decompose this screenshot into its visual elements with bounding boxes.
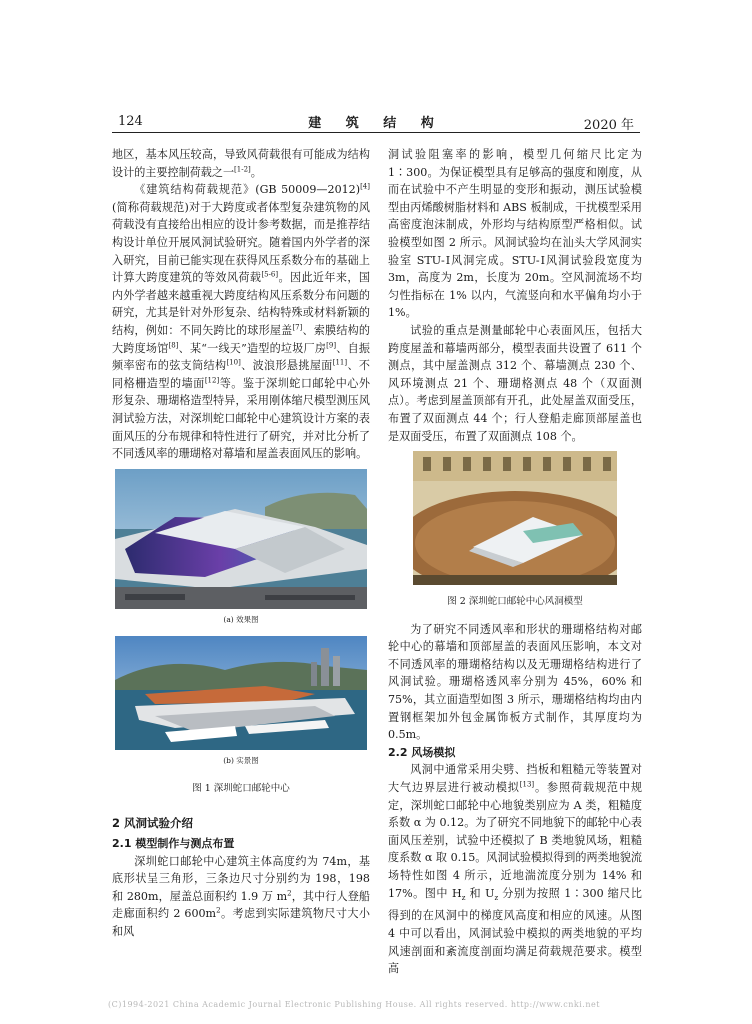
figure-1b-label: (b) 实景图 bbox=[223, 756, 259, 766]
figure-1-caption: 图 1 深圳蛇口邮轮中心 bbox=[192, 782, 290, 794]
left-paragraph-2: 《建筑结构荷载规范》(GB 50009—2012)[4](简称荷载规范)对于大跨度或者体型复杂建筑物的风荷载没有直接给出相应的设计参考数据，而是推荐结构设计单位开展风洞试验研究。随着国内外学者的深入研究，目前已能实现在获得风压系数分布的基础上计算大跨度建筑的等效风荷载[5-6]。因此近年来，国内外学者越来越重视大跨度结构风压系数分布问题的研究，尤其是针对外形复杂、结构特殊或材料新颖的结构，例如：不同矢跨比的球形屋盖[7]、索膜结构的大跨度场馆[8]、某“一线天”造型的垃圾厂房[9]、自振频率密布的弦支筒结构[10]、波浪形悬挑屋面[11]、不同格栅造型的墙面[12]等。鉴于深圳蛇口邮轮中心外形复杂、珊瑚格造型特异，采用刚体缩尺模型测压风洞试验方法，对深圳蛇口邮轮中心建筑设计方案的表面风压的分布规律和特性进行了研究，并对比分析了不同透风率的珊瑚格对幕墙和屋盖表面风压的影响。 bbox=[112, 182, 370, 461]
right-column bbox=[388, 146, 642, 978]
journal-name: 建 筑 结 构 bbox=[308, 116, 444, 131]
left-paragraph-1: 地区，基本风压较高，导致风荷载很有可能成为结构设计的主要控制荷载之一[1-2]。 bbox=[112, 148, 370, 179]
figure-1b-photo bbox=[115, 636, 367, 750]
figure-1a-rendering bbox=[115, 469, 367, 609]
figure-2-wind-tunnel-model bbox=[413, 451, 617, 585]
figure-2-caption: 图 2 深圳蛇口邮轮中心风洞模型 bbox=[447, 596, 583, 608]
issue-year: 2020 年 bbox=[583, 118, 634, 133]
section-2-2-heading: 2.2 风场模拟 bbox=[388, 745, 456, 759]
section-2-heading: 2 风洞试验介绍 bbox=[112, 816, 194, 831]
left-paragraph-3: 深圳蛇口邮轮中心建筑主体高度约为 74m，基底形状呈三角形，三条边尺寸分别约为 198，198 和 280m，屋盖总面积约 1.9 万 $m^2$，其中行人登船走廊面积约 2 $600m^2$。考虑到实际建筑物尺寸大小和风 bbox=[112, 854, 370, 939]
left-column bbox=[112, 146, 370, 941]
section-2-1-heading: 2.1 模型制作与测点布置 bbox=[112, 837, 235, 851]
copyright-watermark: (C)1994-2021 China Academic Journal Electronic Publishing House. All rights reserved. http://www.cnki.net bbox=[108, 1000, 600, 1009]
right-paragraph-4: 风洞中通常采用尖劈、挡板和粗糙元等装置对大气边界层进行被动模拟[13]。参照荷载规范中规定，深圳蛇口邮轮中心地貌类别应为 A 类，粗糙度系数 α 为 0.12。为了研究不同地貌下的邮轮中心表面风压差别，试验中还模拟了 B 类地貌风场，粗糙度系数 α 取 0.15。风洞试验模拟得到的两类地貌流场特性如图 4 所示，近地湍流度分别为 14% 和 17%。图中 $H_z$ 和 $U_z$ 分别为按照 1∶300 缩尺比得到的在风洞中的梯度风高度和相应的风速。从图 4 中可以看出，风洞试验中模拟的两类地貌的平均风速剖面和紊流度剖面均满足荷载规范要求。模型高 bbox=[388, 763, 642, 976]
right-paragraph-1: 洞试验阻塞率的影响，模型几何缩尺比定为 1∶300。为保证模型具有足够高的强度和刚度，从而在试验中不产生明显的变形和振动，测压试验模型由丙烯酸树脂材料和 ABS 板制成，干扰模型采用高密度泡沫制成，外形均与结构原型严格相似。试验模型如图 2 所示。风洞试验均在汕头大学风洞实验室 STU-Ⅰ风洞完成。STU-Ⅰ风洞试验段宽度为 3m，高度为 2m，长度为 20m。空风洞流场不均匀性指标在 1% 以内，气流竖向和水平偏角均小于 1%。 bbox=[388, 148, 642, 320]
right-paragraph-3: 为了研究不同透风率和形状的珊瑚格结构对邮轮中心的幕墙和顶部屋盖的表面风压影响，本文对不同透风率的珊瑚格结构以及无珊瑚格结构进行了风洞试验。珊瑚格透风率分别为 45%，60% 和 75%，其立面造型如图 3 所示，珊瑚格结构均由内置钢框架加外包金属饰板方式制作，其厚度均为 0.5m。 bbox=[388, 622, 642, 742]
page-number: 124 bbox=[118, 114, 143, 129]
running-header bbox=[112, 112, 640, 133]
right-paragraph-2: 试验的重点是测量邮轮中心表面风压，包括大跨度屋盖和幕墙两部分，模型表面共设置了 611 个测点，其中屋盖测点 312 个、幕墙测点 230 个、风环境测点 21 个、珊瑚格测点 48 个（双面测点）。考虑到屋盖顶部有开孔，此处屋盖双面受压，布置了双面测点 44 个；行人登船走廊顶部屋盖也是双面受压，布置了双面测点 108 个。 bbox=[388, 323, 642, 443]
figure-1a-label: (a) 效果图 bbox=[223, 614, 259, 624]
